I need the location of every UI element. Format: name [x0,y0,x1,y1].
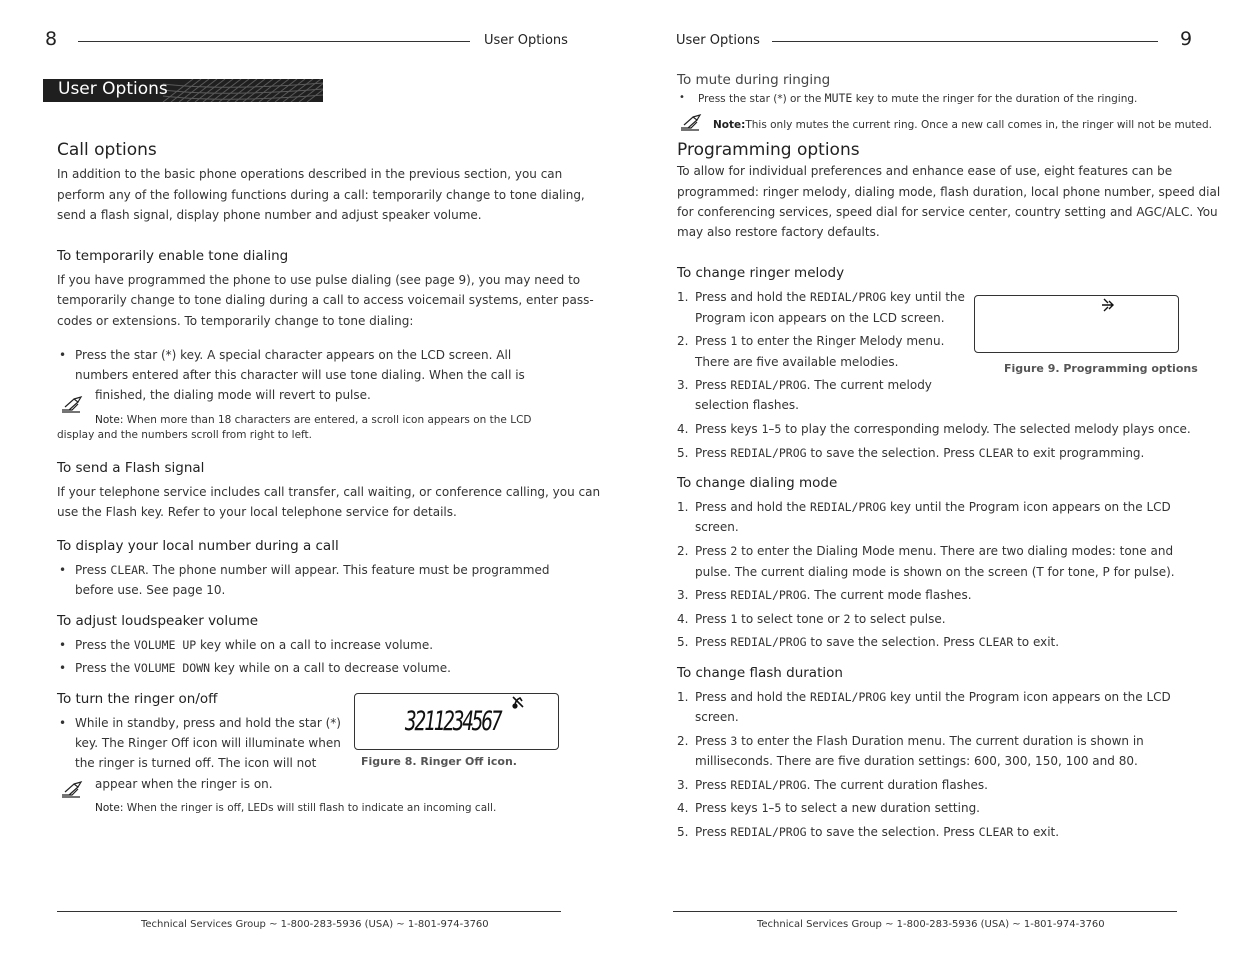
melody-step-3 [695,375,932,395]
step-number: 3. [677,378,689,392]
step-number: 5. [677,825,689,839]
bullet: • [59,716,67,730]
mute-bullet [698,91,1137,107]
text-run: – [768,801,775,815]
text-run: to select a new duration setting. [781,801,980,815]
step-number: 1. [677,290,689,304]
redial-prog-key-label: REDIAL/PROG [810,500,887,514]
flash-step-5 [695,822,1059,842]
bullet: • [59,661,67,675]
lcd-ringer-off [354,693,559,750]
volume-up-key-label: VOLUME UP [133,638,197,652]
pencil-note-icon [60,781,84,799]
text-run: to select tone or [737,612,844,626]
text-run: – [768,422,775,436]
redial-prog-key-label: REDIAL/PROG [730,588,807,602]
ringer-note-text: When the ringer is off, LEDs will still flash to indicate an incoming call. [126,802,497,814]
tone-note-line-2: display and the numbers scroll from right to left. [57,429,312,441]
text-run: to enter the Flash Duration menu. The current duration is shown in [737,734,1144,748]
tone-dialing-body-2: temporarily change to tone dialing during a call to access voicemail systems, enter pass- [57,293,594,307]
key-label: 1 [730,334,738,348]
text-run: to enter the Ringer Melody menu. [737,334,945,348]
text-run: Press [695,612,731,626]
step-number: 4. [677,801,689,815]
dialing-step-2 [695,541,1173,561]
text-run: Press and hold the [695,690,811,704]
tone-bullet-line-3: finished, the dialing mode will revert to pulse. [95,388,371,402]
key-label: 5 [774,422,782,436]
ringer-note [95,801,496,816]
header-rule-right [772,41,1158,42]
text-run: Press the [75,661,134,675]
clear-key-label: CLEAR [110,563,146,577]
display-number-heading: To display your local number during a call [57,538,339,554]
step-number: 5. [677,446,689,460]
text-run: to exit. [1013,825,1060,839]
volume-down-key-label: VOLUME DOWN [133,661,211,675]
dialing-mode-heading: To change dialing mode [677,475,838,491]
text-run: Press [695,588,731,602]
text-run: . The current melody [806,378,932,392]
text-run: Press keys [695,422,762,436]
step-number: 2. [677,734,689,748]
text-run: Press and hold the [695,290,811,304]
text-run: Press [695,635,731,649]
bullet: • [59,563,67,577]
volume-up-item [75,635,433,655]
dialing-step-3 [695,585,972,605]
key-label: 5 [774,801,782,815]
dialing-step-1-line-2: screen. [695,520,739,534]
clear-key-label: CLEAR [978,635,1014,649]
redial-prog-key-label: REDIAL/PROG [730,778,807,792]
section-banner [43,79,323,102]
pencil-note-icon [679,114,703,132]
tone-dialing-heading: To temporarily enable tone dialing [57,248,289,264]
lcd-program [974,295,1179,353]
call-options-intro-3: send a flash signal, display phone number and adjust speaker volume. [57,208,482,222]
ringer-bullet-line-4: appear when the ringer is on. [95,777,273,791]
flash-step-2-line-2: milliseconds. There are five duration settings: 600, 300, 150, 100 and 80. [695,754,1138,768]
text-run: . The phone number will appear. This feature must be programmed [145,563,550,577]
step-number: 2. [677,544,689,558]
mute-key-label: MUTE [824,91,853,105]
call-options-heading: Call options [57,140,157,160]
key-label: 1 [761,422,769,436]
lcd-digits: 3211234567 [405,706,501,737]
mute-note [713,118,1212,133]
ringer-bullet-line-2: key. The Ringer Off icon will illuminate when [75,736,341,750]
pencil-note-icon [60,396,84,414]
page-number-left: 8 [45,28,58,50]
bullet: • [679,92,685,103]
redial-prog-key-label: REDIAL/PROG [730,635,807,649]
footer-right: Technical Services Group ~ 1-800-283-5936 (USA) ~ 1-801-974-3760 [757,919,1105,930]
tone-bullet-line-2: numbers entered after this character will use tone dialing. When the call is [75,368,525,382]
text-run: to enter the Dialing Mode menu. There are two dialing modes: tone and [737,544,1174,558]
text-run: . The current mode flashes. [806,588,972,602]
dialing-step-1 [695,497,1171,517]
footer-left: Technical Services Group ~ 1-800-283-5936 (USA) ~ 1-801-974-3760 [141,919,489,930]
flash-step-1-line-2: screen. [695,710,739,724]
tone-note-label: Note: [95,414,124,426]
key-label: 2 [843,612,851,626]
redial-prog-key-label: REDIAL/PROG [810,690,887,704]
ringer-off-icon [511,695,525,709]
program-icon [1101,297,1117,313]
text-run: Press [695,446,731,460]
redial-prog-key-label: REDIAL/PROG [810,290,887,304]
text-run: key until the [886,290,965,304]
melody-step-4 [695,419,1191,439]
melody-step-2 [695,331,944,351]
text-run: to save the selection. Press [806,825,979,839]
ringer-bullet-line-3: the ringer is turned off. The icon will not [75,756,317,770]
programming-body-4: may also restore factory defaults. [677,225,880,239]
programming-body-3: for conferencing services, speed dial for service center, country setting and AGC/ALC. You [677,205,1218,219]
banner-title: User Options [58,79,168,99]
text-run: Press [695,778,731,792]
loudspeaker-heading: To adjust loudspeaker volume [57,613,259,629]
programming-heading: Programming options [677,140,860,160]
flash-body-1: If your telephone service includes call transfer, call waiting, or conference calling, you can [57,485,601,499]
running-head-right: User Options [676,33,760,48]
figure-8-caption: Figure 8. Ringer Off icon. [361,755,517,768]
redial-prog-key-label: REDIAL/PROG [730,446,807,460]
text-run: key while on a call to decrease volume. [210,661,451,675]
step-number: 3. [677,778,689,792]
footer-rule-right [673,911,1177,912]
melody-step-2-line-2: There are five available melodies. [695,355,899,369]
melody-step-1-line-2: Program icon appears on the LCD screen. [695,311,945,325]
volume-down-item [75,658,451,678]
tone-note-line-1: When more than 18 characters are entered, a scroll icon appears on the LCD [126,414,532,426]
mute-note-label: Note: [713,119,746,131]
melody-step-5 [695,443,1144,463]
melody-step-1 [695,287,965,307]
tone-dialing-body-1: If you have programmed the phone to use pulse dialing (see page 9), you may need to [57,273,581,287]
programming-body-1: To allow for individual preferences and enhance ease of use, eight features can be [677,164,1173,178]
text-run: Press [695,825,731,839]
page-number-right: 9 [1180,28,1193,50]
text-run: Press [695,544,731,558]
flash-step-3 [695,775,988,795]
ringer-note-label: Note: [95,802,124,814]
text-run: Press keys [695,801,762,815]
key-label: 2 [730,544,738,558]
step-number: 1. [677,500,689,514]
text-run: key until the Program icon appears on the LCD [886,690,1171,704]
mute-heading: To mute during ringing [677,72,831,88]
text-run: . The current duration flashes. [806,778,988,792]
programming-body-2: programmed: ringer melody, dialing mode, flash duration, local phone number, speed dial [677,185,1221,199]
ringer-heading: To turn the ringer on/off [57,691,218,707]
text-run: to select pulse. [850,612,946,626]
bullet: • [59,638,67,652]
text-run: to exit. [1013,635,1060,649]
redial-prog-key-label: REDIAL/PROG [730,378,807,392]
text-run: to play the corresponding melody. The selected melody plays once. [781,422,1191,436]
clear-key-label: CLEAR [978,825,1014,839]
step-number: 4. [677,612,689,626]
text-run: key to mute the ringer for the duration of the ringing. [852,93,1138,105]
ringer-bullet-line-1: While in standby, press and hold the star (*) [75,716,341,730]
step-number: 2. [677,334,689,348]
key-label: 3 [730,734,738,748]
tone-note [95,413,532,428]
flash-step-1 [695,687,1171,707]
clear-key-label: CLEAR [978,446,1014,460]
text-run: Press [75,563,111,577]
text-run: to save the selection. Press [806,635,979,649]
key-label: 1 [761,801,769,815]
mute-note-text: This only mutes the current ring. Once a new call comes in, the ringer will not be muted. [745,119,1212,131]
flash-step-4 [695,798,980,818]
display-number-line-2: before use. See page 10. [75,583,226,597]
dialing-step-5 [695,632,1059,652]
text-run: Press [695,334,731,348]
footer-rule-left [57,911,561,912]
tone-bullet-line-1: Press the star (*) key. A special character appears on the LCD screen. All [75,348,512,362]
text-run: Press [695,378,731,392]
text-run: Press [695,734,731,748]
call-options-intro-2: perform any of the following functions during a call: temporarily change to tone dialing, [57,188,585,202]
flash-body-2: use the Flash key. Refer to your local telephone service for details. [57,505,457,519]
step-number: 1. [677,690,689,704]
text-run: Press the [75,638,134,652]
running-head-left: User Options [484,33,568,48]
display-number-line-1 [75,560,550,580]
ringer-melody-heading: To change ringer melody [677,265,845,281]
dialing-step-4 [695,609,946,629]
text-run: key until the Program icon appears on the LCD [886,500,1171,514]
header-rule-left [78,41,470,42]
step-number: 4. [677,422,689,436]
flash-step-2 [695,731,1144,751]
flash-duration-heading: To change flash duration [677,665,843,681]
text-run: key while on a call to increase volume. [196,638,434,652]
figure-9-caption: Figure 9. Programming options [1004,362,1198,375]
step-number: 5. [677,635,689,649]
call-options-intro-1: In addition to the basic phone operations described in the previous section, you can [57,167,563,181]
step-number: 3. [677,588,689,602]
redial-prog-key-label: REDIAL/PROG [730,825,807,839]
text-run: Press the star (*) or the [698,93,825,105]
key-label: 1 [730,612,738,626]
melody-step-3-line-2: selection flashes. [695,398,799,412]
flash-heading: To send a Flash signal [57,460,205,476]
dialing-step-2-line-2: pulse. The current dialing mode is shown on the screen (T for tone, P for pulse). [695,565,1175,579]
text-run: to exit programming. [1013,446,1145,460]
tone-dialing-body-3: codes or extensions. To temporarily change to tone dialing: [57,314,414,328]
text-run: Press and hold the [695,500,811,514]
bullet: • [59,348,67,362]
text-run: to save the selection. Press [806,446,979,460]
